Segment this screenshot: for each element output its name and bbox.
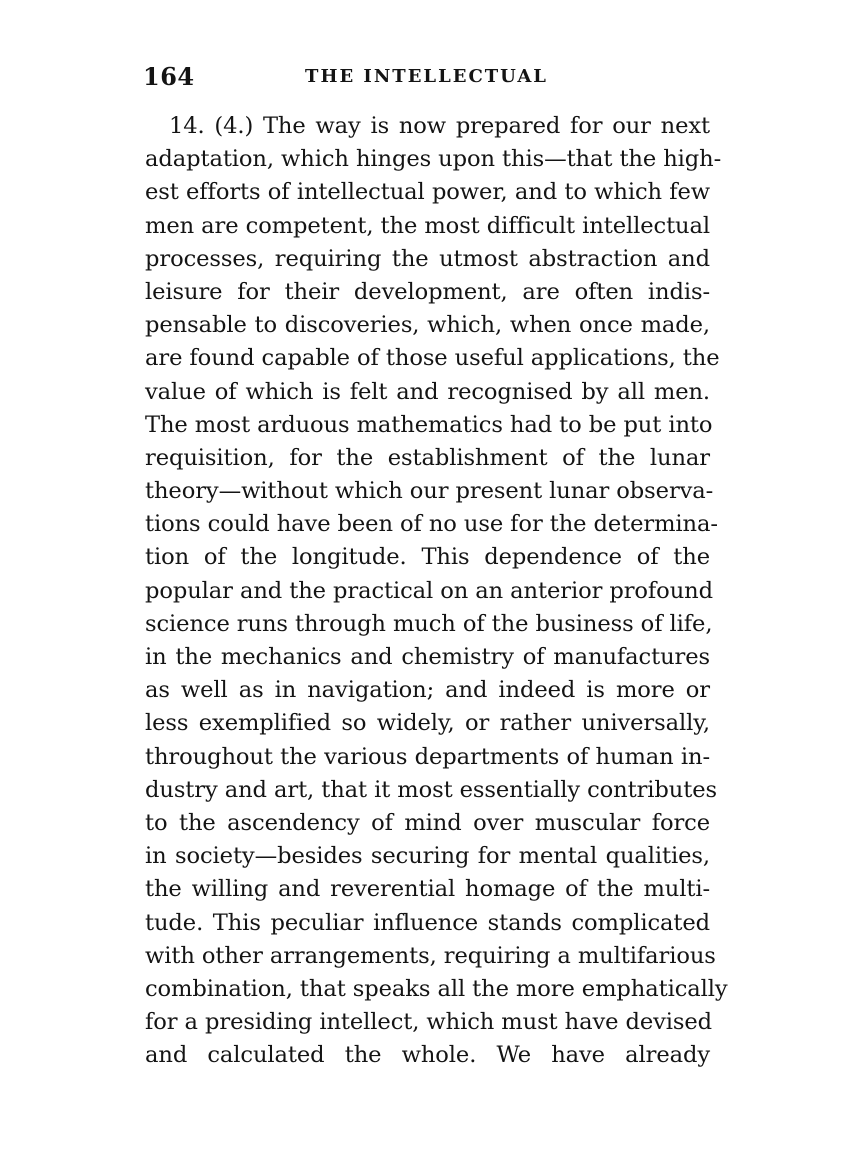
page-number: 164: [143, 62, 195, 91]
text-line: with other arrangements, requiring a multifarious: [145, 942, 716, 969]
text-line: tions could have been of no use for the determina-: [145, 511, 718, 538]
text-line: leisure for their development, are often indis-: [145, 278, 710, 305]
text-line: theory—without which our present lunar observa-: [145, 478, 714, 505]
text-line: tude. This peculiar influence stands complicated: [145, 909, 710, 936]
text-line: to the ascendency of mind over muscular force: [145, 809, 710, 836]
text-line: men are competent, the most difficult intellectual: [145, 212, 710, 239]
text-line: adaptation, which hinges upon this—that the high-: [145, 146, 722, 173]
text-line: tion of the longitude. This dependence of the: [145, 544, 710, 571]
text-line: 14. (4.) The way is now prepared for our next: [169, 113, 710, 139]
text-line: combination, that speaks all the more emphatically: [145, 975, 728, 1002]
text-line: as well as in navigation; and indeed is more or: [145, 677, 710, 704]
text-line: for a presiding intellect, which must have devised: [145, 1009, 713, 1036]
text-line: pensable to discoveries, which, when once made,: [145, 312, 710, 339]
text-line: science runs through much of the business of life,: [145, 610, 713, 637]
text-line: are found capable of those useful applications, the: [145, 345, 720, 372]
text-line: requisition, for the establishment of the lunar: [145, 444, 710, 471]
text-line: The most arduous mathematics had to be put into: [145, 411, 713, 438]
text-line: dustry and art, that it most essentially contributes: [145, 776, 717, 803]
paragraph: [145, 110, 728, 1072]
text-line: est efforts of intellectual power, and to which few: [145, 179, 710, 206]
text-line: and calculated the whole. We have already: [145, 1042, 710, 1069]
text-line: throughout the various departments of human in-: [145, 743, 710, 770]
text-line: processes, requiring the utmost abstraction and: [145, 245, 710, 272]
text-line: value of which is felt and recognised by all men.: [145, 378, 710, 405]
text-line: less exemplified so widely, or rather universally,: [145, 710, 710, 737]
running-title: THE INTELLECTUAL: [305, 66, 548, 87]
text-line: the willing and reverential homage of the multi-: [145, 876, 710, 903]
text-line: popular and the practical on an anterior profound: [145, 577, 713, 604]
running-head: [143, 62, 710, 92]
text-line: in society—besides securing for mental qualities,: [145, 843, 710, 870]
text-line: in the mechanics and chemistry of manufactures: [145, 644, 710, 670]
